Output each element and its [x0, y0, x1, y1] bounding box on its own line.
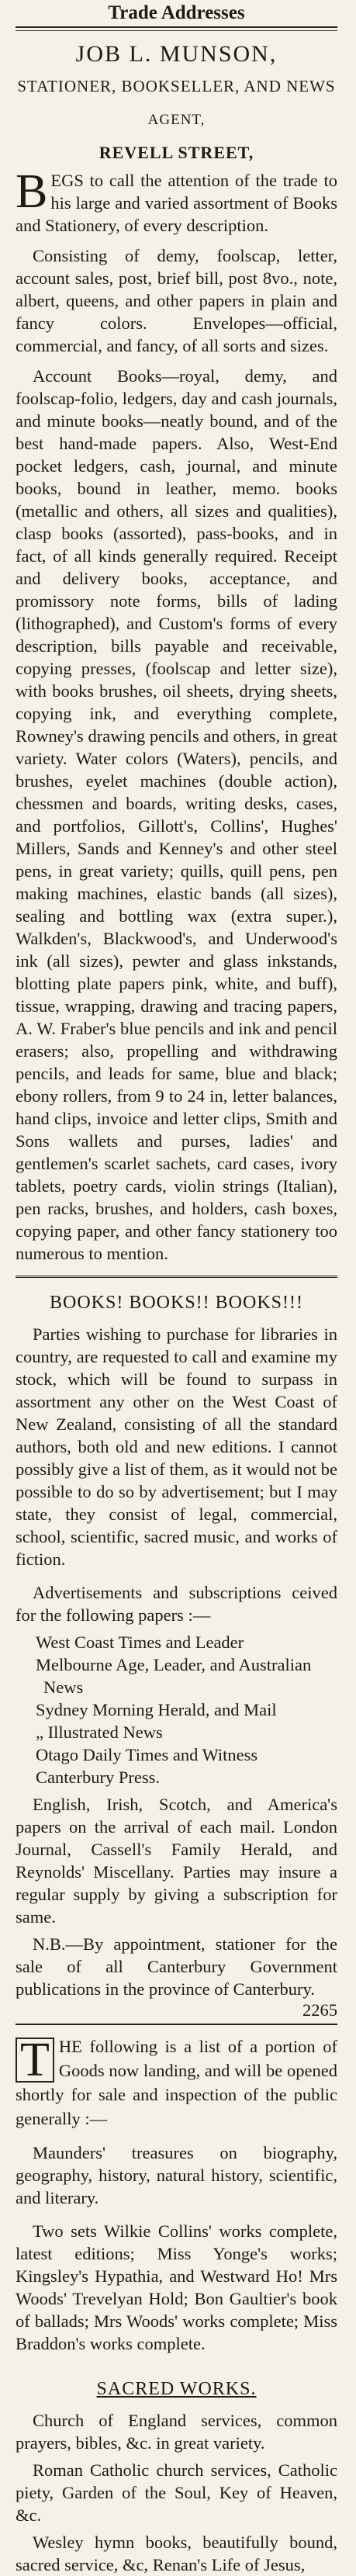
ad-number: 2265 — [302, 2000, 337, 2020]
heading-rule-2 — [16, 30, 337, 31]
catholic-paragraph: Roman Catholic church services, Catholic piety, Garden of the Soul, Key of Heaven, &c. — [16, 2460, 337, 2525]
books-heading: BOOKS! BOOKS!! BOOKS!!! — [49, 1293, 303, 1313]
books-paragraph: Parties wishing to purchase for libraries in country, are requested to call and examine my stock, which will be found to surpass in assortment any other on the West Coast of New Zealand, consisting of all the standard authors, both old and new editions. I cannot possibly give a list of them, as it would not be possible to do so by advertisement; but I may state, they consist of legal, commercial, school, scientific, sacred music, and works of fiction. — [16, 1324, 337, 1569]
foreign-papers-paragraph: English, Irish, Scotch, and America's papers on the arrival of each mail. London Journal, Cassell's Family Herald, and Reynolds' Miscellany. Parties may insure a regular supply by giving a subscription for same. — [16, 1795, 337, 1927]
heading-rule — [16, 26, 337, 28]
authors-paragraph: Two sets Wilkie Collins' works complete, latest editions; Miss Yonge's works; Kingsley's Hypathia, and Westward Ho! Mrs Woods' Trevelyan Hold; Bon Gaultier's book of ballads; Mrs Woods' works complete; Miss Braddon's works complete. — [16, 2221, 337, 2353]
advertiser-name: JOB L. MUNSON, — [75, 41, 278, 67]
advertiser-trades: STATIONER, BOOKSELLER, AND NEWS — [17, 77, 336, 95]
column-heading: Trade Addresses — [108, 2, 245, 23]
papers-list — [16, 1631, 337, 1788]
goods-intro-text: HE following is a list of a portion of Goods now landing, and will be opened shortly for sale and inspection of the public generally :— — [16, 2037, 337, 2128]
subscriptions-intro: Advertisements and subscriptions ceived for the following papers :— — [16, 1583, 337, 1625]
advertiser-street: REVELL STREET, — [99, 143, 254, 162]
list-item: Sydney Morning Herald, and Mail — [36, 1700, 277, 1719]
section-rule-2 — [16, 2024, 337, 2025]
list-item: „ Illustrated News — [36, 1723, 163, 1742]
maunders-paragraph: Maunders' treasures on biography, geography, history, natural history, scientific, and literary. — [16, 2143, 337, 2207]
sacred-heading: SACRED WORKS. — [96, 2379, 257, 2399]
list-item: Canterbury Press. — [36, 1768, 160, 1787]
account-books-paragraph: Account Books—royal, demy, and foolscap-folio, ledgers, day and cash journals, and minute books—neatly bound, and of the best hand-made papers. Also, West-End pocket ledgers, cash, journal, and minute books, bound in leather, memo. books (metallic and others, all sizes and qualities), clasp books (assorted), pass-books, and in fact, of all kinds generally required. Receipt and delivery books, acceptance, and promissory note forms, bills of lading (lithographed), and Custom's forms of every description, bills payable and receivable, copying presses, (foolscap and letter size), with books brushes, oil sheets, drying sheets, copying ink, and everything complete, Rowney's drawing pencils and others, in great variety. Water colors (Waters), pencils, and brushes, eyelet machines (double action), chessmen and boards, writing desks, cases, and portfolios, Gillott's, Collins', Hughes' Millers, Sands and Kenney's and other steel pens, in great variety; quills, quill pens, pen making machines, elastic bands (all sizes), sealing and bottling wax (extra super.), Walkden's, Blackwood's, and Underwood's ink (all sizes), pewter and glass inkstands, blotting plate papers pink, white, and buff), tissue, wrapping, drawing and tracing papers, A. W. Fraber's blue pencils and ink and pencil erasers; also, propelling and withdrawing pencils, and leads for same, blue and black; ebony rollers, from 9 to 24 in, letter balances, hand clips, invoice and letter clips, Smith and Sons wallets and purses, ladies' and gentlemen's scarlet sachets, card cases, ivory tablets, poetry cards, violin strings (Italian), pen racks, brushes, and holders, cash boxes, copying paper, and other fancy stationery too numerous to mention. — [16, 366, 337, 1263]
intro-paragraph — [16, 165, 337, 237]
wesley-paragraph: Wesley hymn books, beautifully bound, sacred service, &c, Renan's Life of Jesus, — [16, 2533, 337, 2574]
list-item: Melbourne Age, Leader, and Australian News — [36, 1655, 312, 1697]
advertiser-agent: AGENT, — [147, 112, 206, 128]
list-item: West Coast Times and Leader — [36, 1633, 244, 1652]
drop-cap: B — [16, 165, 48, 218]
papers-paragraph: Consisting of demy, foolscap, letter, account sales, post, brief bill, post 8vo., note, albert, queens, and other papers in plain and fancy colors. Envelopes—official, commercial, and fancy, of all sorts and sizes. — [16, 246, 337, 355]
goods-intro-paragraph — [16, 2034, 337, 2131]
section-rule — [16, 1276, 337, 1278]
intro-text: EGS to call the attention of the trade to his large and varied assortment of Books and Stationery, of every description. — [16, 171, 337, 235]
church-england-paragraph: Church of England services, common prayers, bibles, &c. in great variety. — [16, 2411, 337, 2453]
nb-paragraph: N.B.—By appointment, stationer for the sale of all Canterbury Government publications in the province of Canterbury. — [16, 1934, 337, 1999]
list-item: Otago Daily Times and Witness — [36, 1745, 258, 1764]
boxed-drop-cap: T — [16, 2038, 54, 2083]
